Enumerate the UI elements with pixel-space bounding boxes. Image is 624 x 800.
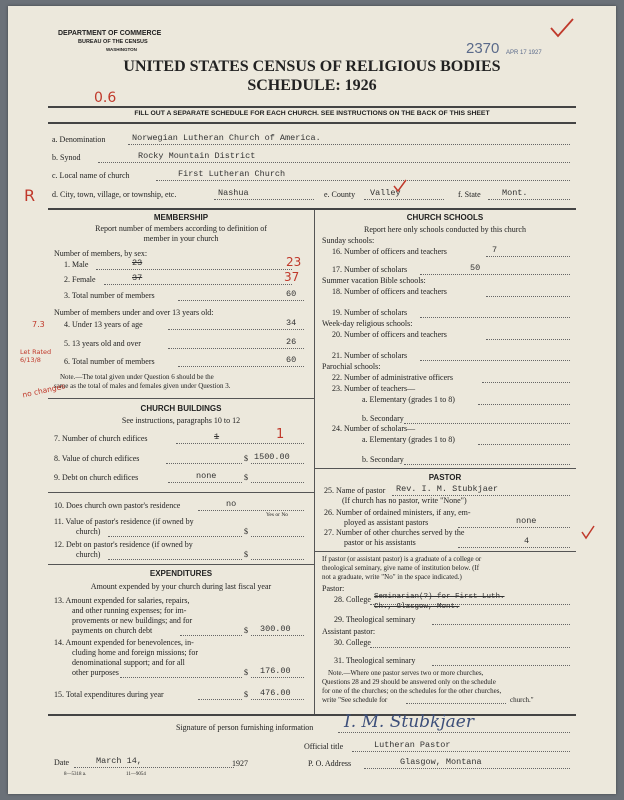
running-expenses-value: 300.00	[260, 624, 291, 634]
official-title-label: Official title	[304, 742, 344, 751]
scholars-elementary-label: a. Elementary (grades 1 to 8)	[362, 435, 455, 444]
buildings-heading: CHURCH BUILDINGS	[140, 404, 222, 413]
residence-value-label-1: 11. Value of pastor's residence (if owned by	[54, 517, 194, 526]
signature-label: Signature of person furnishing information	[176, 723, 314, 732]
stamp-date: APR 17 1927	[506, 50, 542, 56]
benevolences-value: 176.00	[260, 666, 291, 676]
scholars-secondary-line	[404, 464, 570, 465]
running-expenses-line	[251, 635, 304, 636]
total-expenditures-line	[251, 699, 304, 700]
benevolences-label-3: denominational support; and for all	[72, 658, 185, 667]
male-line	[96, 269, 292, 270]
pastor-note-line	[406, 703, 506, 704]
signature-value: I. M. Stubkjaer	[344, 712, 474, 732]
edifices-debt-line	[251, 482, 304, 483]
assistant-college-label: 30. College	[334, 638, 371, 647]
female-label: 2. Female	[64, 275, 96, 284]
header-rule-bottom	[48, 122, 576, 124]
date-label: Date	[54, 758, 70, 767]
graduate-note-2: theological seminary, give name of institution below. (If	[322, 564, 480, 572]
summer-heading: Summer vacation Bible schools:	[322, 276, 426, 285]
residence-debt-label-2: church)	[76, 550, 101, 559]
schools-rule	[314, 468, 576, 469]
benevolences-dollar: $	[244, 668, 248, 677]
benevolences-line	[251, 677, 304, 678]
edifices-value-value: 1500.00	[254, 452, 290, 462]
official-title-value: Lutheran Pastor	[374, 740, 451, 750]
residence-value-leader	[108, 536, 242, 537]
address-value: Glasgow, Montana	[400, 757, 482, 767]
edifices-debt-dollar: $	[244, 473, 248, 482]
county-label: e. County	[324, 190, 356, 199]
running-expenses-dollar: $	[244, 626, 248, 635]
pastor-note-1: Note.—Where one pastor serves two or more churches,	[328, 669, 484, 677]
pastor-seminary-line	[432, 624, 570, 625]
sunday-heading: Sunday schools:	[322, 236, 375, 245]
red-code-mark: 0.6	[94, 90, 117, 106]
expenditures-sub: Amount expended by your church during last fiscal year	[90, 582, 272, 591]
form-title: UNITED STATES CENSUS OF RELIGIOUS BODIES	[123, 58, 501, 75]
assistant-edu-heading: Assistant pastor:	[322, 627, 376, 636]
edifices-debt-label: 9. Debt on church edifices	[54, 473, 139, 482]
total-expenditures-leader	[198, 699, 242, 700]
parochial-scholars-label: 24. Number of scholars—	[332, 424, 416, 433]
official-title-line	[352, 751, 570, 752]
summer-scholars-line	[420, 317, 570, 318]
parochial-officers-label: 22. Number of administrative officers	[332, 373, 453, 382]
footer-rule	[48, 714, 576, 716]
running-expenses-label-1: 13. Amount expended for salaries, repairs,	[54, 596, 190, 605]
sunday-scholars-label: 17. Number of scholars	[332, 265, 408, 274]
residence-debt-dollar: $	[244, 550, 248, 559]
residence-own-value: no	[226, 499, 237, 509]
sunday-scholars-line	[420, 274, 570, 275]
margin-note-nochange: no changes	[21, 381, 66, 400]
female-typed-value: 37	[132, 273, 143, 283]
county-check-icon	[392, 178, 408, 194]
edifices-count-line	[176, 443, 304, 444]
total-members-value: 60	[286, 289, 297, 299]
city-field-line	[214, 199, 314, 200]
teachers-secondary-label: b. Secondary	[362, 414, 404, 423]
pastor-name-label: 25. Name of pastor	[324, 486, 386, 495]
sunday-teachers-value: 7	[492, 245, 498, 255]
date-value: March 14,	[96, 756, 142, 766]
census-schedule-page	[8, 6, 616, 794]
residence-own-line	[198, 510, 304, 511]
weekday-heading: Week-day religious schools:	[322, 319, 413, 328]
edifices-debt-value: none	[196, 471, 217, 481]
graduate-note-3: not a graduate, write "No" in the space indicated.)	[322, 573, 462, 581]
buildings-rule	[48, 492, 314, 493]
pastor-name-value: Rev. I. M. Stubkjaer	[396, 484, 499, 494]
total-expenditures-value: 476.00	[260, 688, 291, 698]
margin-note-age: 7.3	[32, 320, 45, 329]
denomination-line	[128, 144, 570, 145]
section-rule	[48, 208, 576, 210]
other-churches-value: 4	[524, 536, 530, 546]
local-name-label: c. Local name of church	[52, 171, 130, 180]
schools-heading: CHURCH SCHOOLS	[406, 213, 484, 222]
assistant-seminary-line	[432, 665, 570, 666]
membership-note-2: same as the total of males and females given under Question 3.	[54, 382, 231, 390]
pastor-check-icon	[580, 524, 596, 542]
membership-note-1: Note.—The total given under Question 6 should be the	[60, 373, 214, 381]
state-label: f. State	[458, 190, 481, 199]
teachers-secondary-line	[404, 423, 570, 424]
edifices-value-label: 8. Value of church edifices	[54, 454, 140, 463]
pastor-edu-heading: Pastor:	[322, 584, 345, 593]
under-13-label: 4. Under 13 years of age	[64, 320, 143, 329]
edifices-count-hand: 1	[276, 427, 285, 442]
weekday-teachers-label: 20. Number of officers and teachers	[332, 330, 447, 339]
city-label: WASHINGTON	[106, 47, 137, 52]
form-code-2: 11—9054	[126, 772, 146, 777]
over-13-line	[168, 348, 304, 349]
benevolences-label-2: cluding home and foreign missions; for	[72, 648, 198, 657]
state-value: Mont.	[502, 188, 528, 198]
female-hand-value: 37	[284, 270, 300, 284]
benevolences-label-4: other purposes	[72, 668, 119, 677]
local-name-line	[156, 180, 570, 181]
stamp-number: 2370	[466, 40, 500, 57]
form-subtitle: SCHEDULE: 1926	[247, 77, 377, 94]
margin-note-letter: Let Rated 6/13/8	[20, 348, 52, 364]
edifices-value-leader	[166, 463, 242, 464]
residence-rule	[48, 564, 314, 565]
form-code-1: 8—5318 a.	[64, 772, 87, 777]
residence-value-label-2: church)	[76, 527, 101, 536]
assistants-label-2: ployed as assistant pastors	[344, 518, 429, 527]
edifices-debt-leader	[168, 482, 242, 483]
age-intro-label: Number of members under and over 13 years old:	[54, 308, 214, 317]
denomination-label: a. Denomination	[52, 135, 106, 144]
male-label: 1. Male	[64, 260, 89, 269]
residence-debt-line	[251, 559, 304, 560]
residence-value-line	[251, 536, 304, 537]
total-members-label: 3. Total number of members	[64, 291, 155, 300]
total-by-age-line	[178, 366, 304, 367]
weekday-scholars-line	[420, 360, 570, 361]
membership-intro-2: member in your church	[143, 234, 219, 243]
edifices-count-label: 7. Number of church edifices	[54, 434, 148, 443]
graduate-note-1: If pastor (or assistant pastor) is a graduate of a college or	[322, 555, 482, 563]
buildings-sub: See instructions, paragraphs 10 to 12	[121, 416, 241, 425]
bureau-label: BUREAU OF THE CENSUS	[78, 39, 148, 45]
parochial-teachers-label: 23. Number of teachers—	[332, 384, 416, 393]
synod-value: Rocky Mountain District	[138, 151, 256, 161]
assistants-value: none	[516, 516, 537, 526]
county-value: Valley	[370, 188, 401, 198]
pastor-college-value-2: Ch., Glasgow, Mont.	[374, 603, 460, 611]
signature-line	[338, 732, 570, 733]
city-field-label: d. City, town, village, or township, etc.	[52, 190, 177, 199]
male-typed-value: 23	[132, 258, 143, 268]
county-line	[364, 199, 444, 200]
synod-label: b. Synod	[52, 153, 81, 162]
column-divider	[314, 210, 315, 714]
expenditures-heading: EXPENDITURES	[149, 569, 213, 578]
residence-debt-leader	[108, 559, 242, 560]
total-by-age-label: 6. Total number of members	[64, 357, 155, 366]
benevolences-leader	[120, 677, 242, 678]
edifices-value-line	[251, 463, 304, 464]
parochial-officers-line	[482, 382, 570, 383]
other-churches-label-1: 27. Number of other churches served by the	[324, 528, 465, 537]
by-sex-label: Number of members, by sex:	[54, 249, 148, 258]
address-label: P. O. Address	[308, 759, 352, 768]
state-line	[488, 199, 570, 200]
female-line	[104, 284, 292, 285]
check-mark-icon	[548, 16, 576, 40]
over-13-value: 26	[286, 337, 297, 347]
yes-no-hint: Yes or No	[266, 512, 289, 518]
weekday-scholars-label: 21. Number of scholars	[332, 351, 408, 360]
margin-r-mark: R	[24, 186, 36, 205]
local-name-value: First Lutheran Church	[178, 169, 286, 179]
summer-teachers-label: 18. Number of officers and teachers	[332, 287, 447, 296]
teachers-elementary-label: a. Elementary (grades 1 to 8)	[362, 395, 455, 404]
membership-heading: MEMBERSHIP	[153, 213, 209, 222]
pastor-college-value-1: Seminarian(?) for First Luth.	[374, 593, 505, 601]
pastor-note-4: write "See schedule for	[322, 696, 388, 704]
under-13-value: 34	[286, 318, 297, 328]
pastor-college-label: 28. College	[334, 595, 371, 604]
over-13-label: 5. 13 years old and over	[64, 339, 141, 348]
synod-line	[98, 162, 570, 163]
total-by-age-value: 60	[286, 355, 297, 365]
under-13-line	[168, 329, 304, 330]
total-members-line	[178, 300, 304, 301]
benevolences-label-1: 14. Amount expended for benevolences, in-	[54, 638, 194, 647]
sunday-teachers-line	[486, 256, 570, 257]
edifices-value-dollar: $	[244, 454, 248, 463]
male-hand-value: 23	[286, 255, 302, 269]
residence-own-label: 10. Does church own pastor's residence	[54, 501, 181, 510]
pastor-rule	[314, 551, 576, 552]
running-expenses-label-3: provements or new buildings; and for	[72, 616, 193, 625]
scholars-secondary-label: b. Secondary	[362, 455, 404, 464]
running-expenses-label-4: payments on church debt	[72, 626, 153, 635]
summer-teachers-line	[486, 296, 570, 297]
parochial-heading: Parochial schools:	[322, 362, 381, 371]
pastor-seminary-label: 29. Theological seminary	[334, 615, 416, 624]
other-churches-label-2: pastor or his assistants	[344, 538, 416, 547]
pastor-note-5: church."	[510, 696, 534, 704]
edifices-count-typed: 1	[214, 432, 220, 442]
assistant-seminary-label: 31. Theological seminary	[334, 656, 416, 665]
residence-value-dollar: $	[244, 527, 248, 536]
header-rule-top	[48, 106, 576, 108]
address-line	[364, 768, 570, 769]
sunday-scholars-value: 50	[470, 263, 481, 273]
other-churches-line	[458, 547, 570, 548]
sunday-teachers-label: 16. Number of officers and teachers	[332, 247, 447, 256]
assistants-label-1: 26. Number of ordained ministers, if any, em-	[324, 508, 471, 517]
city-field-value: Nashua	[218, 188, 249, 198]
pastor-heading: PASTOR	[428, 473, 462, 482]
residence-debt-label-1: 12. Debt on pastor's residence (if owned by	[54, 540, 193, 549]
assistant-college-line	[370, 647, 570, 648]
membership-intro-1: Report number of members according to definition of	[95, 224, 267, 233]
date-year: 1927	[232, 759, 248, 768]
teachers-elementary-line	[478, 404, 570, 405]
scholars-elementary-line	[478, 444, 570, 445]
total-expenditures-label: 15. Total expenditures during year	[54, 690, 164, 699]
summer-scholars-label: 19. Number of scholars	[332, 308, 408, 317]
date-line	[74, 767, 234, 768]
assistants-line	[458, 527, 570, 528]
denomination-value: Norwegian Lutheran Church of America.	[132, 133, 321, 143]
running-expenses-leader	[180, 635, 242, 636]
total-expenditures-dollar: $	[244, 690, 248, 699]
membership-rule	[48, 398, 314, 399]
weekday-teachers-line	[486, 339, 570, 340]
pastor-name-note: (If church has no pastor, write "None")	[342, 496, 467, 505]
schools-sub: Report here only schools conducted by this church	[364, 225, 526, 234]
pastor-note-3: for one of the churches; on the schedules for the other churches,	[322, 687, 502, 695]
pastor-note-2: Questions 28 and 29 should be answered only on the schedule	[322, 678, 496, 686]
department-label: DEPARTMENT OF COMMERCE	[58, 30, 162, 37]
instruction-line: FILL OUT A SEPARATE SCHEDULE FOR EACH CHURCH. SEE INSTRUCTIONS ON THE BACK OF THIS SHEET	[134, 110, 490, 117]
running-expenses-label-2: and other running expenses; for im-	[72, 606, 187, 615]
